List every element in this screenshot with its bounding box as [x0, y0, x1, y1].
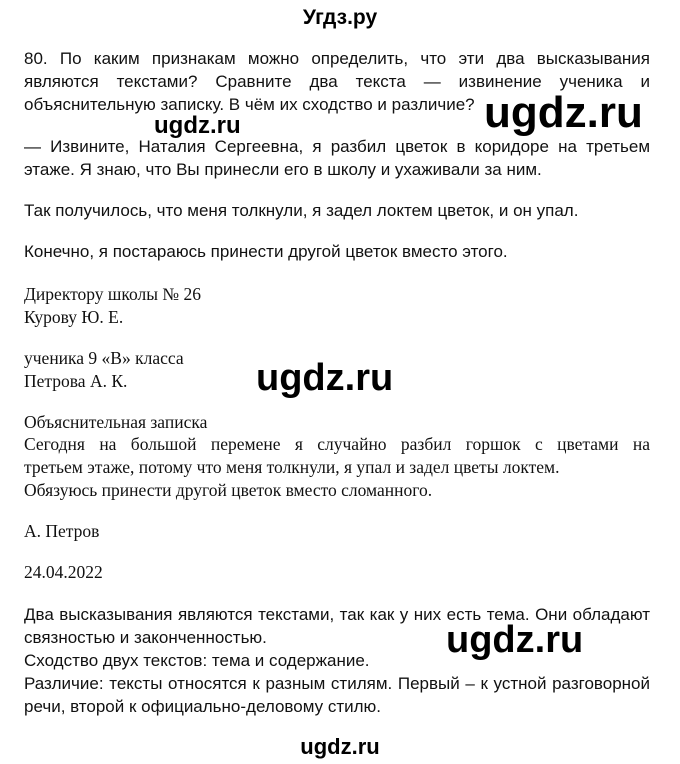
apology-line-3: Так получилось, что меня толкнули, я задел локтем цветок, и он упал.	[24, 201, 579, 220]
note-sender-line-1: ученика 9 «В» класса	[24, 348, 184, 368]
watermark: ugdz.ru	[446, 619, 584, 661]
site-title: Угдз.ру	[302, 6, 378, 29]
note-title: Объяснительная записка	[24, 412, 208, 432]
apology-line-1: — Извините, Наталия Сергеевна, я разбил цветок в коридоре на третьем	[24, 137, 650, 156]
note-date: 24.04.2022	[24, 562, 103, 582]
answer-line-2: связностью и законченностью.	[24, 628, 267, 647]
footer-watermark: ugdz.ru	[300, 734, 380, 759]
note-addressee-line-1: Директору школы № 26	[24, 284, 201, 304]
note-body-line-3: Обязуюсь принести другой цветок вместо сломанного.	[24, 480, 433, 500]
answer-line-3: Сходство двух текстов: тема и содержание.	[24, 651, 370, 670]
task-line-2: являются текстами? Сравните два текста — извинение ученика и	[24, 72, 650, 91]
apology-line-2: этаже. Я знаю, что Вы принесли его в школу и ухаживали за ним.	[24, 160, 542, 179]
answer-line-1: Два высказывания являются текстами, так как у них есть тема. Они обладают	[24, 605, 650, 624]
watermark: ugdz.ru	[256, 357, 394, 399]
watermark: ugdz.ru	[484, 88, 643, 137]
apology-line-4: Конечно, я постараюсь принести другой цветок вместо этого.	[24, 242, 508, 261]
note-sender-line-2: Петрова А. К.	[24, 371, 128, 391]
note-body-line-1: Сегодня на большой перемене я случайно разбил горшок с цветами на	[24, 434, 650, 454]
note-signature: А. Петров	[24, 521, 100, 541]
task-line-1: 80. По каким признакам можно определить, что эти два высказывания	[24, 49, 650, 68]
answer-line-5: речи, второй к официально-деловому стилю.	[24, 697, 381, 716]
answer-line-4: Различие: тексты относятся к разным стилям. Первый – к устной разговорной	[24, 674, 650, 693]
task-line-3: объяснительную записку. В чём их сходство и различие?	[24, 95, 475, 114]
note-addressee-line-2: Курову Ю. Е.	[24, 307, 124, 327]
watermark: ugdz.ru	[154, 112, 241, 139]
note-body-line-2: третьем этаже, потому что меня толкнули, я упал и задел цветы локтем.	[24, 457, 560, 477]
